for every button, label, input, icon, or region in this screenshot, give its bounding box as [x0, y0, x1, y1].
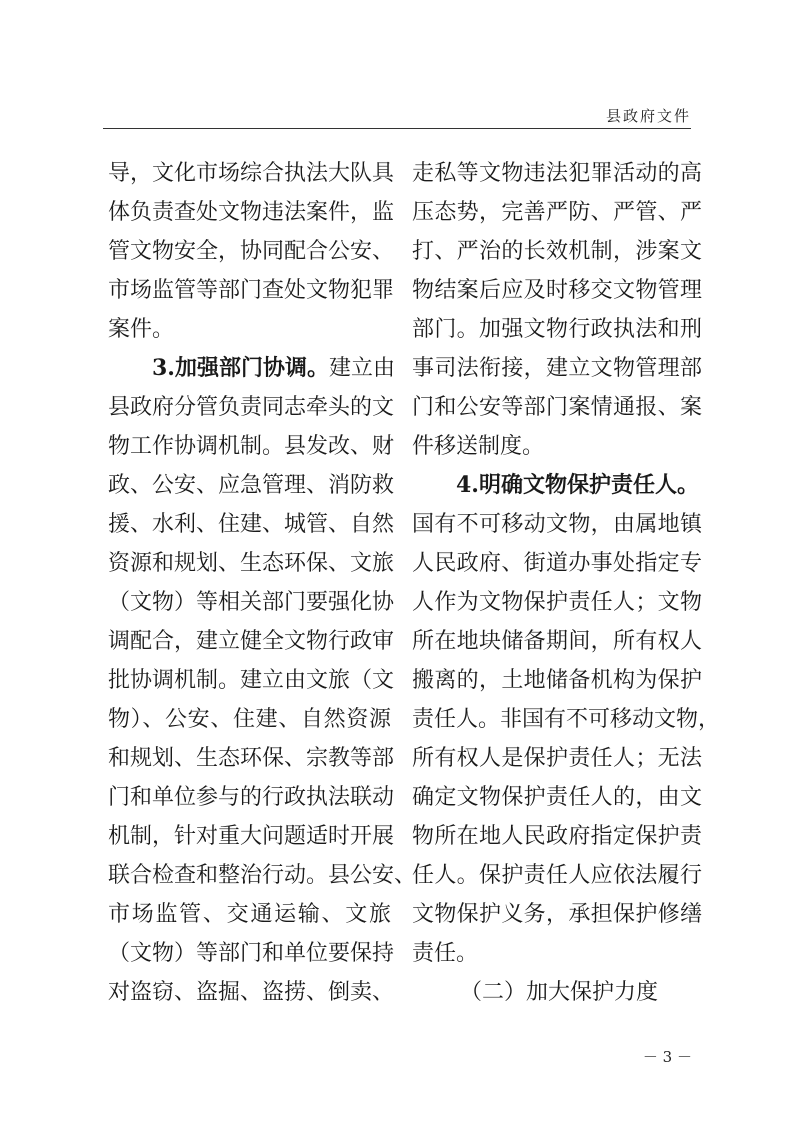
text-line: 管文物安全，协同配合公安、 — [108, 239, 395, 264]
text-line: 联合检查和整治行动。县公安、 — [108, 863, 417, 888]
text-span: 建立由 — [328, 356, 395, 381]
right-column — [412, 154, 721, 1012]
text-line: 件移送制度。 — [412, 434, 545, 459]
text-line: 事司法衔接，建立文物管理部 — [412, 356, 702, 381]
text-line: （文物）等部门和单位要保持 — [108, 941, 395, 966]
section-heading: 4.明确文物保护责任人。 — [456, 472, 699, 498]
text-line: 责任人。非国有不可移动文物， — [412, 707, 721, 732]
text-line: 物工作协调机制。县发改、财 — [108, 434, 395, 459]
section-heading: 3.加强部门协调。 — [152, 355, 329, 381]
text-line: 所在地块储备期间，所有权人 — [412, 629, 702, 654]
text-line: 批协调机制。建立由文旅（文 — [108, 668, 395, 693]
subsection-heading: （二）加大保护力度 — [460, 980, 659, 1005]
text-line: 搬离的，土地储备机构为保护 — [412, 668, 702, 693]
text-line: 县政府分管负责同志牵头的文 — [108, 395, 395, 420]
text-line: 人民政府、街道办事处指定专 — [412, 551, 702, 576]
text-line: 案件。 — [108, 317, 175, 342]
text-line: 文物保护义务，承担保护修缮 — [412, 902, 702, 927]
text-line: 责任。 — [412, 941, 479, 966]
text-line: 调配合，建立健全文物行政审 — [108, 629, 395, 654]
text-line: 所有权人是保护责任人；无法 — [412, 746, 702, 771]
text-line: 打、严治的长效机制，涉案文 — [412, 239, 702, 264]
text-line: 政、公安、应急管理、消防救 — [108, 473, 395, 498]
text-line: 物）、公安、住建、自然资源 — [108, 707, 391, 732]
text-line: 和规划、生态环保、宗教等部 — [108, 746, 395, 771]
left-column — [108, 154, 417, 1012]
paragraph-first-line — [108, 349, 395, 388]
header-title: 县政府文件 — [605, 107, 691, 125]
text-line: 国有不可移动文物，由属地镇 — [412, 512, 702, 537]
text-line: 物结案后应及时移交文物管理 — [412, 278, 702, 303]
text-line: 市场监管、交通运输、文旅 — [108, 902, 391, 927]
text-line: 援、水利、住建、城管、自然 — [108, 512, 395, 537]
text-line: 人作为文物保护责任人；文物 — [412, 590, 702, 615]
text-line: 部门。加强文物行政执法和刑 — [412, 317, 702, 342]
text-line: 压态势，完善严防、严管、严 — [412, 200, 702, 225]
text-line: 物所在地人民政府指定保护责 — [412, 824, 702, 849]
page-number: － 3 － — [642, 1048, 692, 1066]
text-line: （文物）等相关部门要强化协 — [108, 590, 395, 615]
text-line: 机制，针对重大问题适时开展 — [108, 824, 395, 849]
text-line: 体负责查处文物违法案件，监 — [108, 200, 395, 225]
text-line: 走私等文物违法犯罪活动的高 — [412, 161, 702, 186]
text-line: 任人。保护责任人应依法履行 — [412, 863, 702, 888]
text-line: 导，文化市场综合执法大队具 — [108, 161, 395, 186]
text-line: 对盗窃、盗掘、盗捞、倒卖、 — [108, 980, 395, 1005]
text-line: 市场监管等部门查处文物犯罪 — [108, 278, 395, 303]
header-rule — [103, 128, 691, 129]
text-line: 门和公安等部门案情通报、案 — [412, 395, 702, 420]
text-line: 确定文物保护责任人的，由文 — [412, 785, 702, 810]
text-line: 资源和规划、生态环保、文旅 — [108, 551, 395, 576]
text-line: 门和单位参与的行政执法联动 — [108, 785, 395, 810]
